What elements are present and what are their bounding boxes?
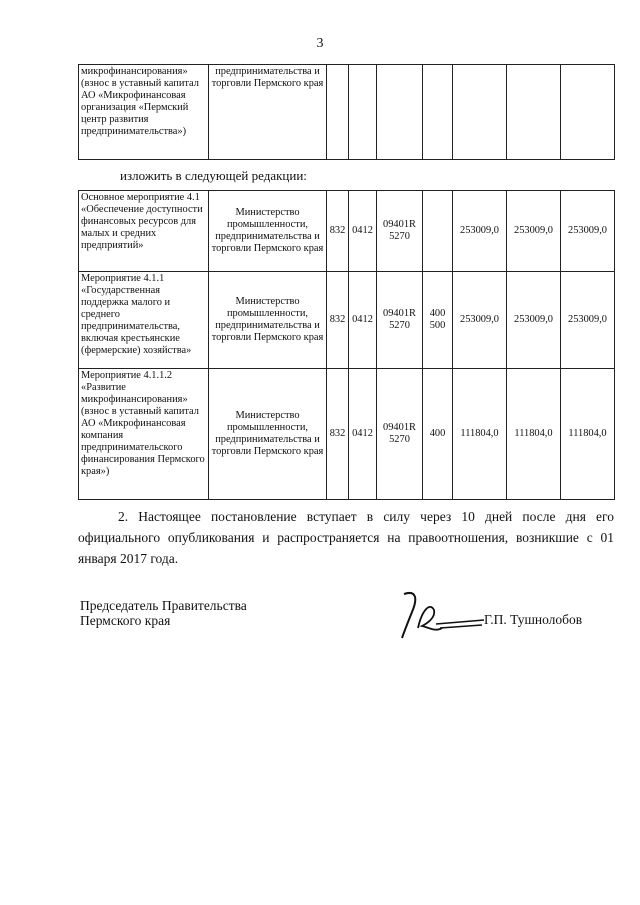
activity-name-cell: Мероприятие 4.1.1 «Государственная поддержка малого и среднего предпринимательства, включая крестьянские (фермерские) хозяйства» [79, 272, 209, 369]
amount-year1-cell: 253009,0 [453, 272, 507, 369]
table-row [79, 65, 615, 160]
target-article-cell: 09401R 5270 [377, 191, 423, 272]
empty-cell [507, 65, 561, 160]
empty-cell [377, 65, 423, 160]
expense-type-cell: 400 500 [423, 272, 453, 369]
section-code-cell: 0412 [349, 272, 377, 369]
executor-cell: Министерство промышленности, предпринимательства и торговли Пермского края [209, 369, 327, 500]
empty-cell [423, 65, 453, 160]
page-number: 3 [316, 36, 324, 51]
activity-name-cell: Основное мероприятие 4.1 «Обеспечение доступности финансовых ресурсов для малых и средних предприятий» [79, 191, 209, 272]
signatory-region: Пермского края [80, 613, 171, 628]
amount-year1-cell: 253009,0 [453, 191, 507, 272]
target-article-cell: 09401R 5270 [377, 369, 423, 500]
amount-year2-cell: 253009,0 [507, 272, 561, 369]
table-row [79, 369, 615, 500]
table-row [79, 272, 615, 369]
activity-name-cell: микрофинансирования» (взнос в уставный капитал АО «Микрофинансовая организация «Пермский центр развития предпринимательства») [79, 65, 209, 160]
grbs-code-cell: 832 [327, 191, 349, 272]
table-continuation [78, 64, 615, 160]
clause-text: 2. Настоящее постановление вступает в силу через 10 дней после дня его официального опубликования и распространяется на правоотношения, возникшие с 01 января 2017 года. [78, 509, 614, 566]
amount-year2-cell: 111804,0 [507, 369, 561, 500]
grbs-code-cell: 832 [327, 272, 349, 369]
amount-year2-cell: 253009,0 [507, 191, 561, 272]
executor-cell: Министерство промышленности, предпринимательства и торговли Пермского края [209, 191, 327, 272]
amount-year3-cell: 253009,0 [561, 191, 615, 272]
executor-cell: Министерство промышленности, предпринимательства и торговли Пермского края [209, 272, 327, 369]
amount-year1-cell: 111804,0 [453, 369, 507, 500]
expense-type-cell [423, 191, 453, 272]
empty-cell [453, 65, 507, 160]
signatory-position: Председатель Правительства [80, 598, 247, 613]
empty-cell [349, 65, 377, 160]
empty-cell [327, 65, 349, 160]
table-row [79, 191, 615, 272]
amount-year3-cell: 111804,0 [561, 369, 615, 500]
budget-table [78, 190, 615, 500]
empty-cell [561, 65, 615, 160]
grbs-code-cell: 832 [327, 369, 349, 500]
signatory-name: Г.П. Тушнолобов [484, 612, 583, 627]
signatory-block [80, 598, 247, 628]
executor-cell: предпринимательства и торговли Пермского края [209, 65, 327, 160]
intro-text: изложить в следующей редакции: [120, 168, 307, 183]
section-code-cell: 0412 [349, 191, 377, 272]
target-article-cell: 09401R 5270 [377, 272, 423, 369]
clause-paragraph [78, 506, 614, 569]
activity-name-cell: Мероприятие 4.1.1.2 «Развитие микрофинансирования» (взнос в уставный капитал АО «Микрофинансовая компания предпринимательского финансирования Пермского края») [79, 369, 209, 500]
expense-type-cell: 400 [423, 369, 453, 500]
amount-year3-cell: 253009,0 [561, 272, 615, 369]
section-code-cell: 0412 [349, 369, 377, 500]
handwritten-signature [396, 588, 488, 646]
